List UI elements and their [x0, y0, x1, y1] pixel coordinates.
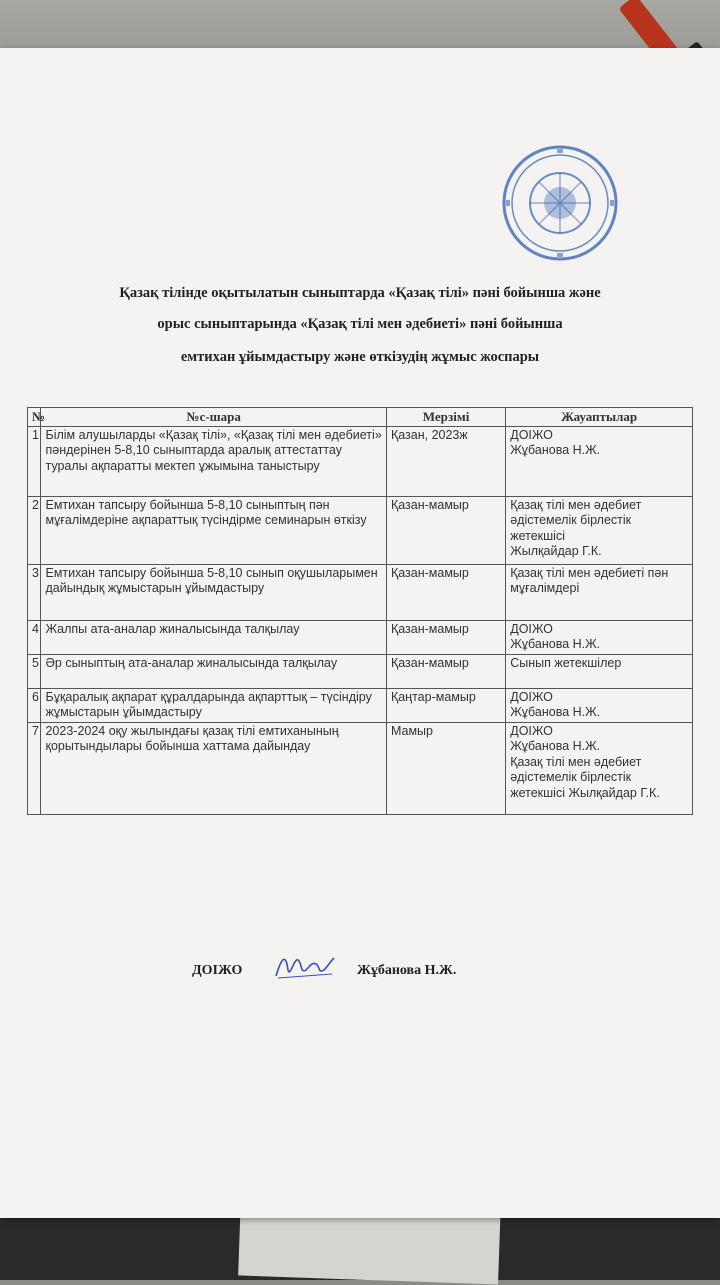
header-activity: №с-шара — [41, 408, 386, 427]
cell-responsible: ДОІЖО Жұбанова Н.Ж. — [506, 426, 693, 496]
table-row — [28, 620, 693, 654]
cell-number: 6 — [28, 688, 41, 722]
cell-deadline: Мамыр — [386, 722, 505, 814]
cell-number: 5 — [28, 654, 41, 688]
cell-deadline: Қазан-мамыр — [386, 654, 505, 688]
header-responsible: Жауаптылар — [506, 408, 693, 427]
cell-number: 3 — [28, 564, 41, 620]
table-row — [28, 722, 693, 814]
cell-responsible: Сынып жетекшілер — [506, 654, 693, 688]
cell-deadline: Қазан-мамыр — [386, 496, 505, 564]
table-body — [28, 426, 693, 814]
cell-deadline: Қазан, 2023ж — [386, 426, 505, 496]
header-deadline: Мерзімі — [386, 408, 505, 427]
document-title-line-2: орыс сыныптарында «Қазақ тілі мен әдебиеті» пәні бойынша — [157, 316, 563, 332]
cell-activity: Әр сыныптың ата-аналар жиналысында талқылау — [41, 654, 386, 688]
cell-activity: Бұқаралық ақпарат құралдарында ақпарттық – түсіндіру жұмыстарын ұйымдастыру — [41, 688, 386, 722]
document-title-line-3: емтихан ұйымдастыру және өткізудің жұмыс жоспары — [180, 349, 540, 365]
work-plan-table — [27, 407, 693, 815]
cell-number: 1 — [28, 426, 41, 496]
document-title-line-1: Қазақ тілінде оқытылатын сыныптарда «Қазақ тілі» пәні бойынша және — [119, 285, 601, 301]
table-row — [28, 688, 693, 722]
cell-activity: 2023-2024 оқу жылындағы қазақ тілі емтиханының қорытындылары бойынша хаттама дайындау — [41, 722, 386, 814]
cell-deadline: Қазан-мамыр — [386, 620, 505, 654]
cell-activity: Білім алушыларды «Қазақ тілі», «Қазақ тілі мен әдебиеті» пәндерінен 5-8,10 сыныптарда аралық аттестаттау туралы ақпаратты мектеп ұжымына таныстыру — [41, 426, 386, 496]
cell-responsible: ДОІЖО Жұбанова Н.Ж. — [506, 620, 693, 654]
cell-deadline: Қаңтар-мамыр — [386, 688, 505, 722]
cell-number: 2 — [28, 496, 41, 564]
document-page — [0, 48, 720, 1218]
table-row — [28, 564, 693, 620]
signature-icon — [272, 948, 336, 984]
table-row — [28, 654, 693, 688]
cell-activity: Жалпы ата-аналар жиналысында талқылау — [41, 620, 386, 654]
cell-responsible: ДОІЖО Жұбанова Н.Ж. Қазақ тілі мен әдебиет әдістемелік бірлестік жетекшісі Жылқайдар Г.К. — [506, 722, 693, 814]
table-header-row — [28, 408, 693, 427]
table-row — [28, 426, 693, 496]
official-seal-icon — [500, 143, 620, 263]
cell-number: 7 — [28, 722, 41, 814]
cell-responsible: ДОІЖО Жұбанова Н.Ж. — [506, 688, 693, 722]
cell-number: 4 — [28, 620, 41, 654]
cell-activity: Емтихан тапсыру бойынша 5-8,10 сынып оқушыларымен дайындық жұмыстарын ұйымдастыру — [41, 564, 386, 620]
cell-activity: Емтихан тапсыру бойынша 5-8,10 сыныптың пән мұғалімдеріне ақпараттық түсіндірме семинарын өткізу — [41, 496, 386, 564]
footer-name: Жұбанова Н.Ж. — [357, 963, 457, 978]
cell-deadline: Қазан-мамыр — [386, 564, 505, 620]
cell-responsible: Қазақ тілі мен әдебиет әдістемелік бірлестік жетекшісі Жылқайдар Г.К. — [506, 496, 693, 564]
header-number: № — [28, 408, 41, 427]
cell-responsible: Қазақ тілі мен әдебиеті пән мұғалімдері — [506, 564, 693, 620]
table-row — [28, 496, 693, 564]
footer-role: ДОІЖО — [192, 963, 243, 978]
